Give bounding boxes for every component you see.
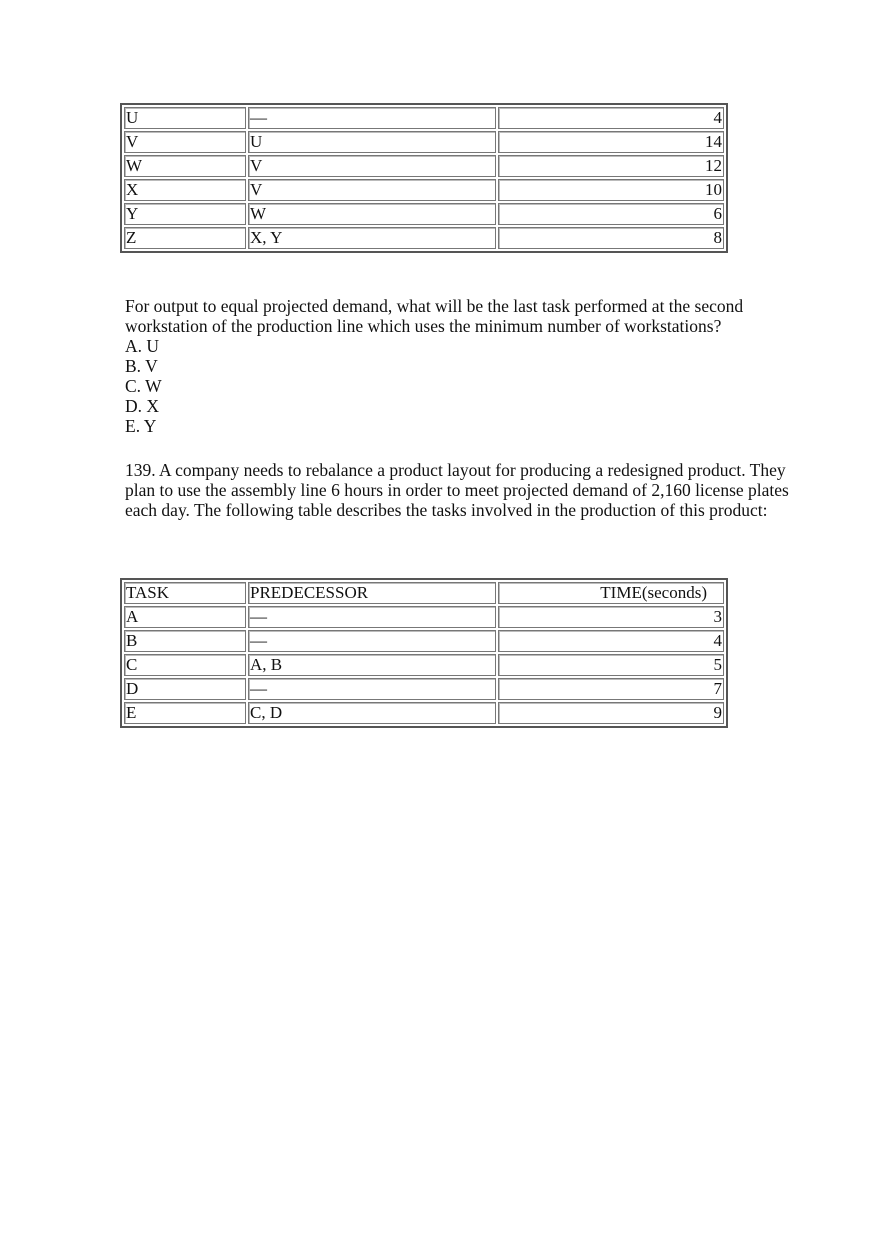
header-predecessor: PREDECESSOR — [248, 582, 496, 604]
header-task: TASK — [124, 582, 246, 604]
predecessor-cell: — — [248, 107, 496, 129]
task-cell: Z — [124, 227, 246, 249]
table-row — [124, 702, 724, 724]
time-cell: 12 — [498, 155, 724, 177]
time-cell: 10 — [498, 179, 724, 201]
option-b: B. V — [125, 356, 158, 376]
question-text: For output to equal projected demand, what will be the last task performed at the second workstation of the production line which uses the minimum number of workstations? — [125, 296, 744, 336]
task-cell: U — [124, 107, 246, 129]
task-table-continued — [120, 103, 728, 253]
time-cell: 8 — [498, 227, 724, 249]
table-row — [124, 155, 724, 177]
time-cell: 4 — [498, 107, 724, 129]
task-cell: E — [124, 702, 246, 724]
predecessor-cell: C, D — [248, 702, 496, 724]
table-row — [124, 678, 724, 700]
predecessor-cell: V — [248, 155, 496, 177]
predecessor-cell: V — [248, 179, 496, 201]
time-cell: 5 — [498, 654, 724, 676]
table-header-row — [124, 582, 724, 604]
time-cell: 3 — [498, 606, 724, 628]
table-row — [124, 606, 724, 628]
time-cell: 14 — [498, 131, 724, 153]
time-cell: 6 — [498, 203, 724, 225]
header-time: TIME(seconds) — [498, 582, 724, 604]
option-d: D. X — [125, 396, 160, 416]
option-c: C. W — [125, 376, 162, 396]
table-row — [124, 203, 724, 225]
predecessor-cell: W — [248, 203, 496, 225]
task-cell: V — [124, 131, 246, 153]
option-a: A. U — [125, 336, 160, 356]
predecessor-cell: X, Y — [248, 227, 496, 249]
time-cell: 7 — [498, 678, 724, 700]
problem-text: 139. A company needs to rebalance a product layout for producing a redesigned product. They plan to use the assembly line 6 hours in order to meet projected demand of 2,160 license plates each day. The following table describes the tasks involved in the production of this product: — [125, 460, 789, 520]
time-cell: 4 — [498, 630, 724, 652]
task-cell: W — [124, 155, 246, 177]
predecessor-cell: U — [248, 131, 496, 153]
task-cell: B — [124, 630, 246, 652]
table-row — [124, 654, 724, 676]
table-row — [124, 131, 724, 153]
task-cell: Y — [124, 203, 246, 225]
table-row — [124, 227, 724, 249]
predecessor-cell: — — [248, 678, 496, 700]
problem-139 — [125, 460, 805, 520]
task-cell: X — [124, 179, 246, 201]
task-cell: A — [124, 606, 246, 628]
table-row — [124, 630, 724, 652]
predecessor-cell: — — [248, 606, 496, 628]
predecessor-cell: — — [248, 630, 496, 652]
question-block — [125, 296, 805, 436]
task-cell: D — [124, 678, 246, 700]
task-table — [120, 578, 728, 728]
table-row — [124, 107, 724, 129]
option-e: E. Y — [125, 416, 157, 436]
table-row — [124, 179, 724, 201]
time-cell: 9 — [498, 702, 724, 724]
predecessor-cell: A, B — [248, 654, 496, 676]
task-cell: C — [124, 654, 246, 676]
